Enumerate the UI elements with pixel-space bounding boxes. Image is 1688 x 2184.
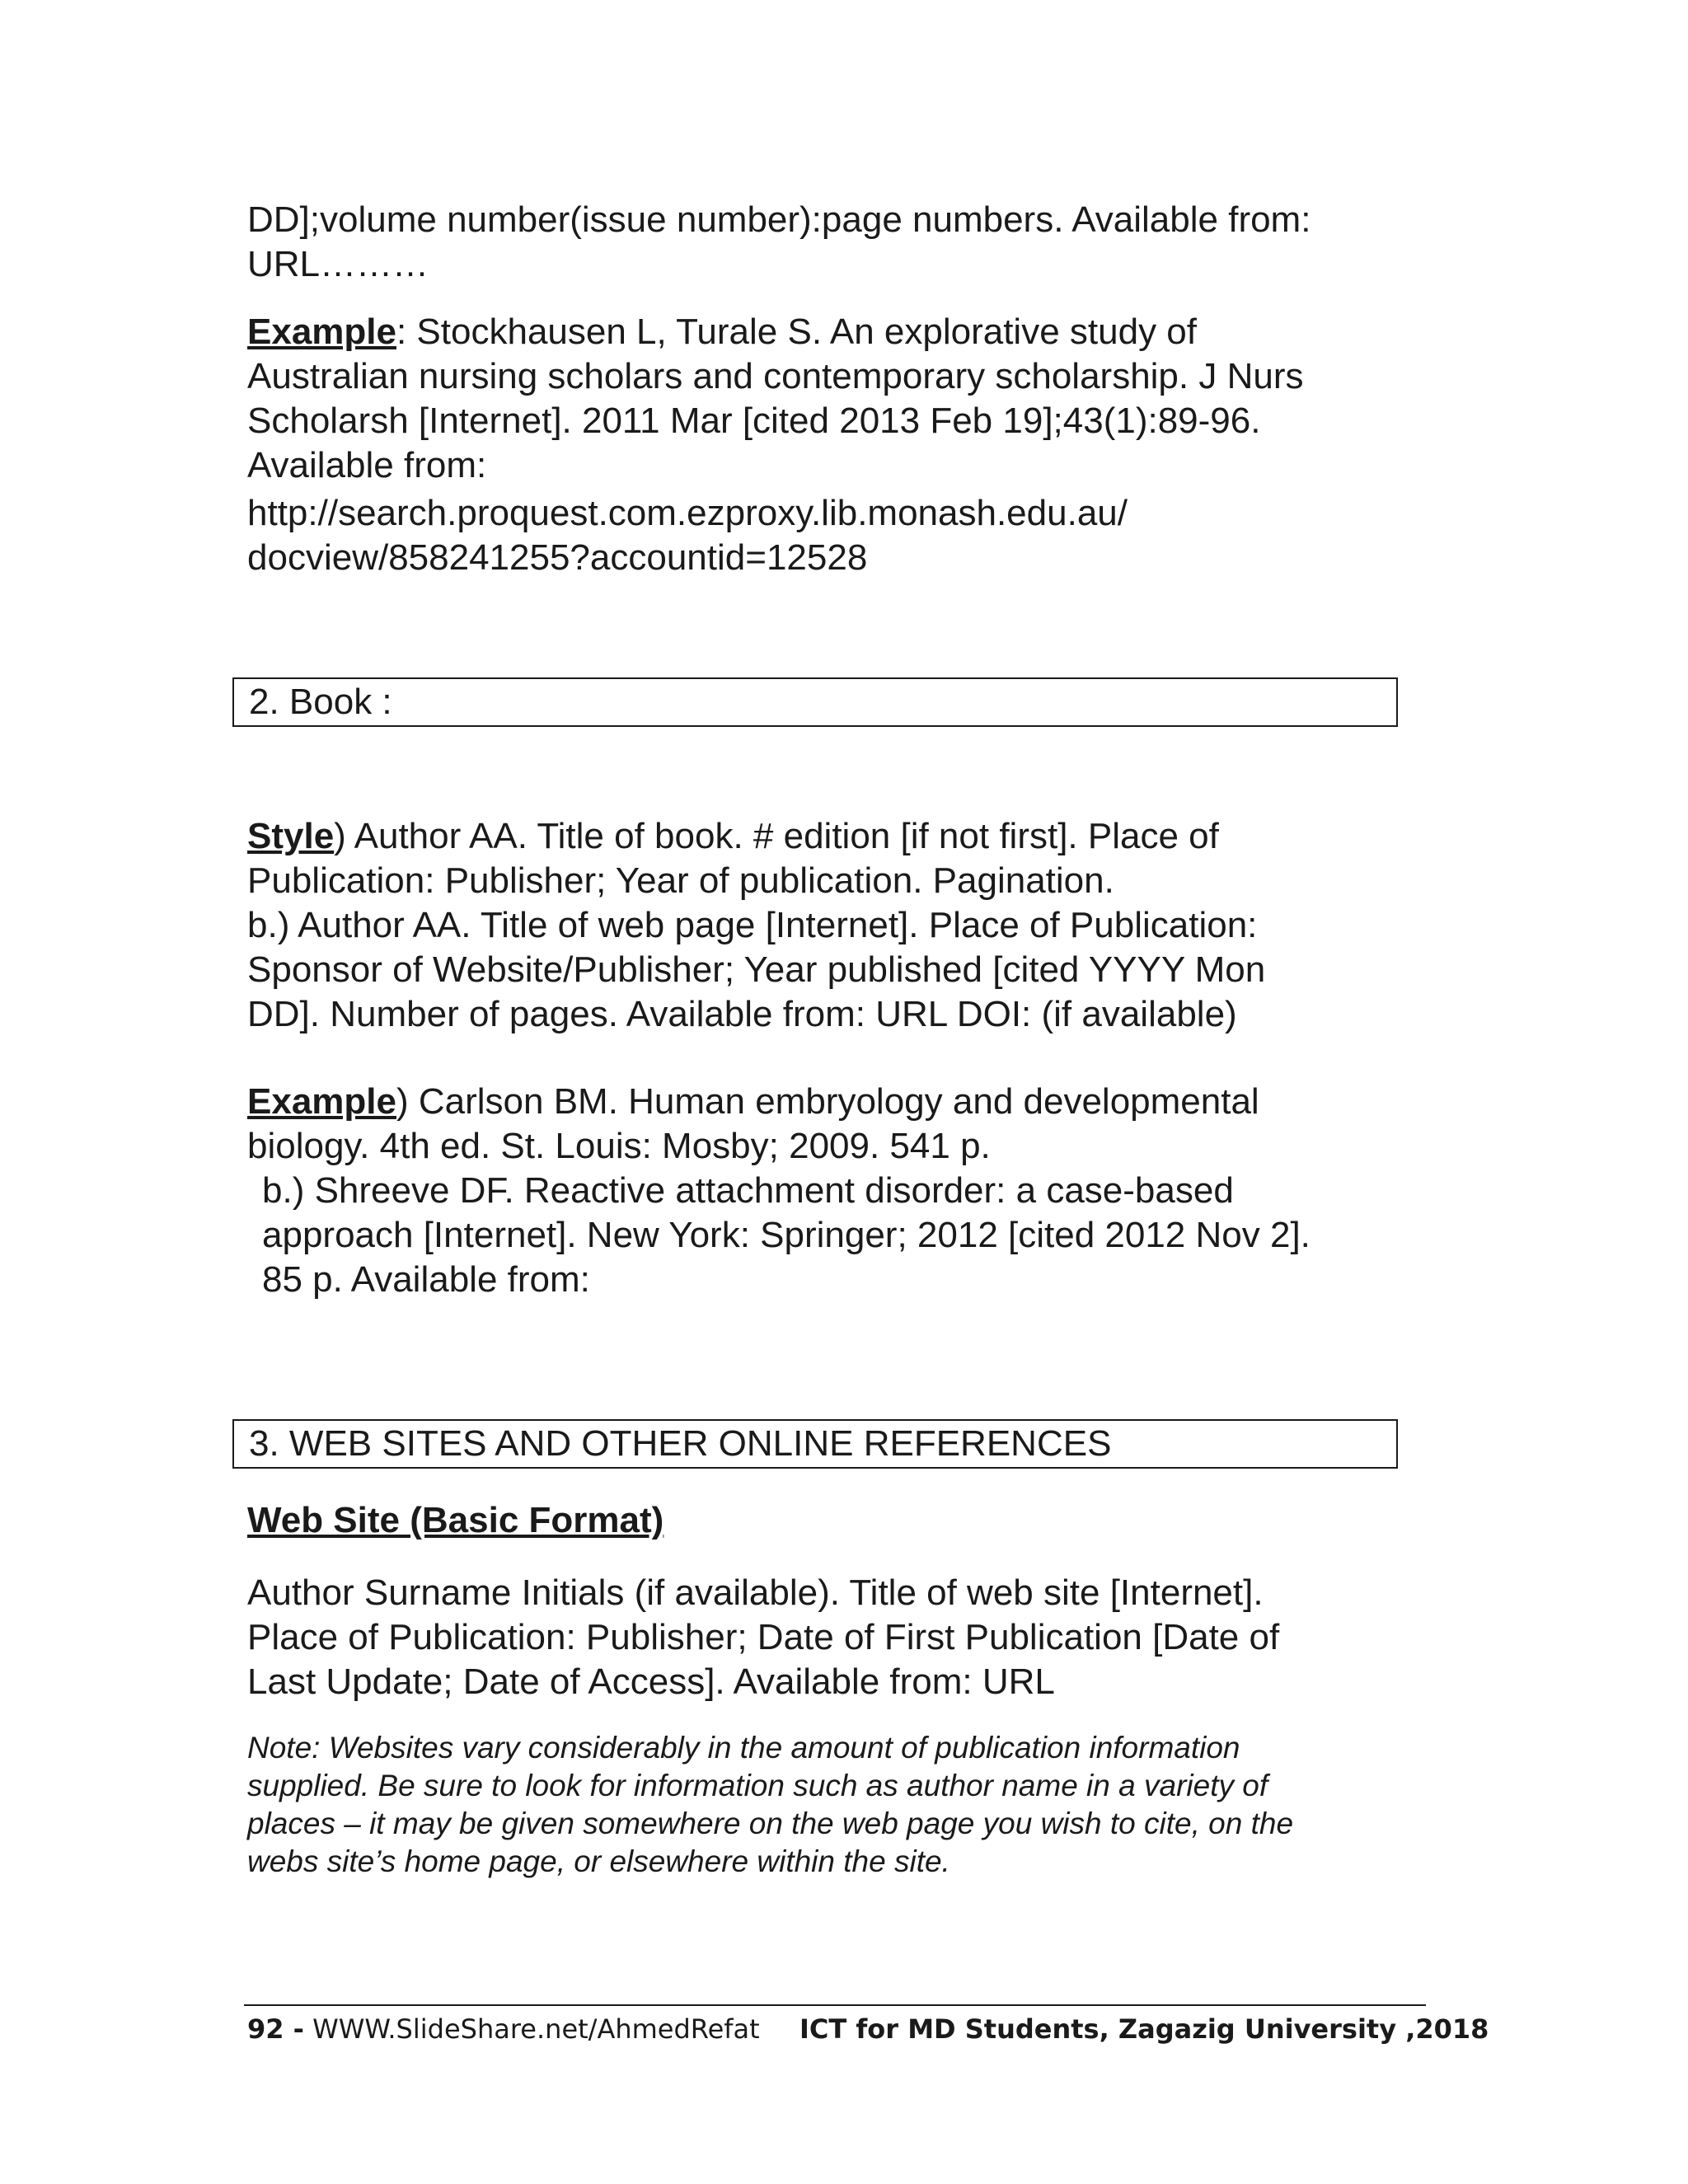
web-site-note (247, 1729, 1418, 1881)
section-heading-web-sites: 3. WEB SITES AND OTHER ONLINE REFERENCES (232, 1419, 1398, 1469)
example-label: Example (247, 312, 396, 352)
note-line: supplied. Be sure to look for information such as author name in a variety of (247, 1769, 1268, 1802)
text-line: biology. 4th ed. St. Louis: Mosby; 2009. 541 p. (247, 1126, 991, 1166)
text-line (247, 1080, 1418, 1124)
text-line: Sponsor of Website/Publisher; Year published [cited YYYY Mon (247, 949, 1266, 990)
style-label: Style (247, 816, 335, 856)
text-line: Scholarsh [Internet]. 2011 Mar [cited 2013 Feb 19];43(1):89-96. (247, 401, 1261, 441)
url-line: docview/858241255?accountid=12528 (247, 537, 868, 578)
text-line: DD]. Number of pages. Available from: URL DOI: (if available) (247, 994, 1237, 1034)
text-line: Last Update; Date of Access]. Available from: URL (247, 1661, 1055, 1702)
text-line: 85 p. Available from: (262, 1259, 590, 1300)
note-line: Note: Websites vary considerably in the amount of publication information (247, 1731, 1240, 1765)
example-label: Example (247, 1081, 396, 1122)
url-line: http://search.proquest.com.ezproxy.lib.monash.edu.au/ (247, 493, 1128, 533)
note-line: places – it may be given somewhere on the web page you wish to cite, on the (247, 1807, 1294, 1840)
text-line: Publication: Publisher; Year of publication. Pagination. (247, 860, 1114, 901)
note-line: webs site’s home page, or elsewhere within the site. (247, 1844, 950, 1878)
footer-divider (244, 2004, 1426, 2006)
text-line: approach [Internet]. New York: Springer; 2012 [cited 2012 Nov 2]. (262, 1215, 1311, 1255)
text-line: Available from: (247, 445, 487, 485)
text-line (247, 814, 1418, 859)
example-text: : Stockhausen L, Turale S. An explorative study of (396, 312, 1197, 352)
book-style (247, 814, 1418, 1037)
footer-course: ICT for MD Students, Zagazig University ,2018 (799, 2013, 1489, 2045)
journal-example (247, 310, 1418, 580)
text-line: b.) Shreeve DF. Reactive attachment disorder: a case-based (262, 1170, 1234, 1211)
web-site-format (247, 1571, 1418, 1704)
example-text: ) Carlson BM. Human embryology and developmental (396, 1081, 1259, 1122)
book-example (247, 1080, 1418, 1302)
web-site-subheading: Web Site (Basic Format) (247, 1500, 664, 1540)
text-line: b.) Author AA. Title of web page [Internet]. Place of Publication: (247, 905, 1258, 945)
text-line: Australian nursing scholars and contemporary scholarship. J Nurs (247, 356, 1304, 396)
text-line: Author Surname Initials (if available). Title of web site [Internet]. (247, 1572, 1264, 1613)
style-text: ) Author AA. Title of book. # edition [if not first]. Place of (334, 816, 1219, 856)
text-line: Place of Publication: Publisher; Date of First Publication [Date of (247, 1617, 1280, 1657)
text-line: DD];volume number(issue number):page numbers. Available from: (247, 199, 1311, 240)
journal-format-continuation (247, 198, 1418, 287)
page-footer (247, 2011, 1489, 2047)
text-line (247, 310, 1418, 354)
page-number: 92 - (247, 2013, 304, 2045)
text-line: URL……… (247, 244, 429, 284)
footer-site: WWW.SlideShare.net/AhmedRefat (312, 2013, 760, 2045)
section-heading-book: 2. Book : (232, 677, 1398, 727)
